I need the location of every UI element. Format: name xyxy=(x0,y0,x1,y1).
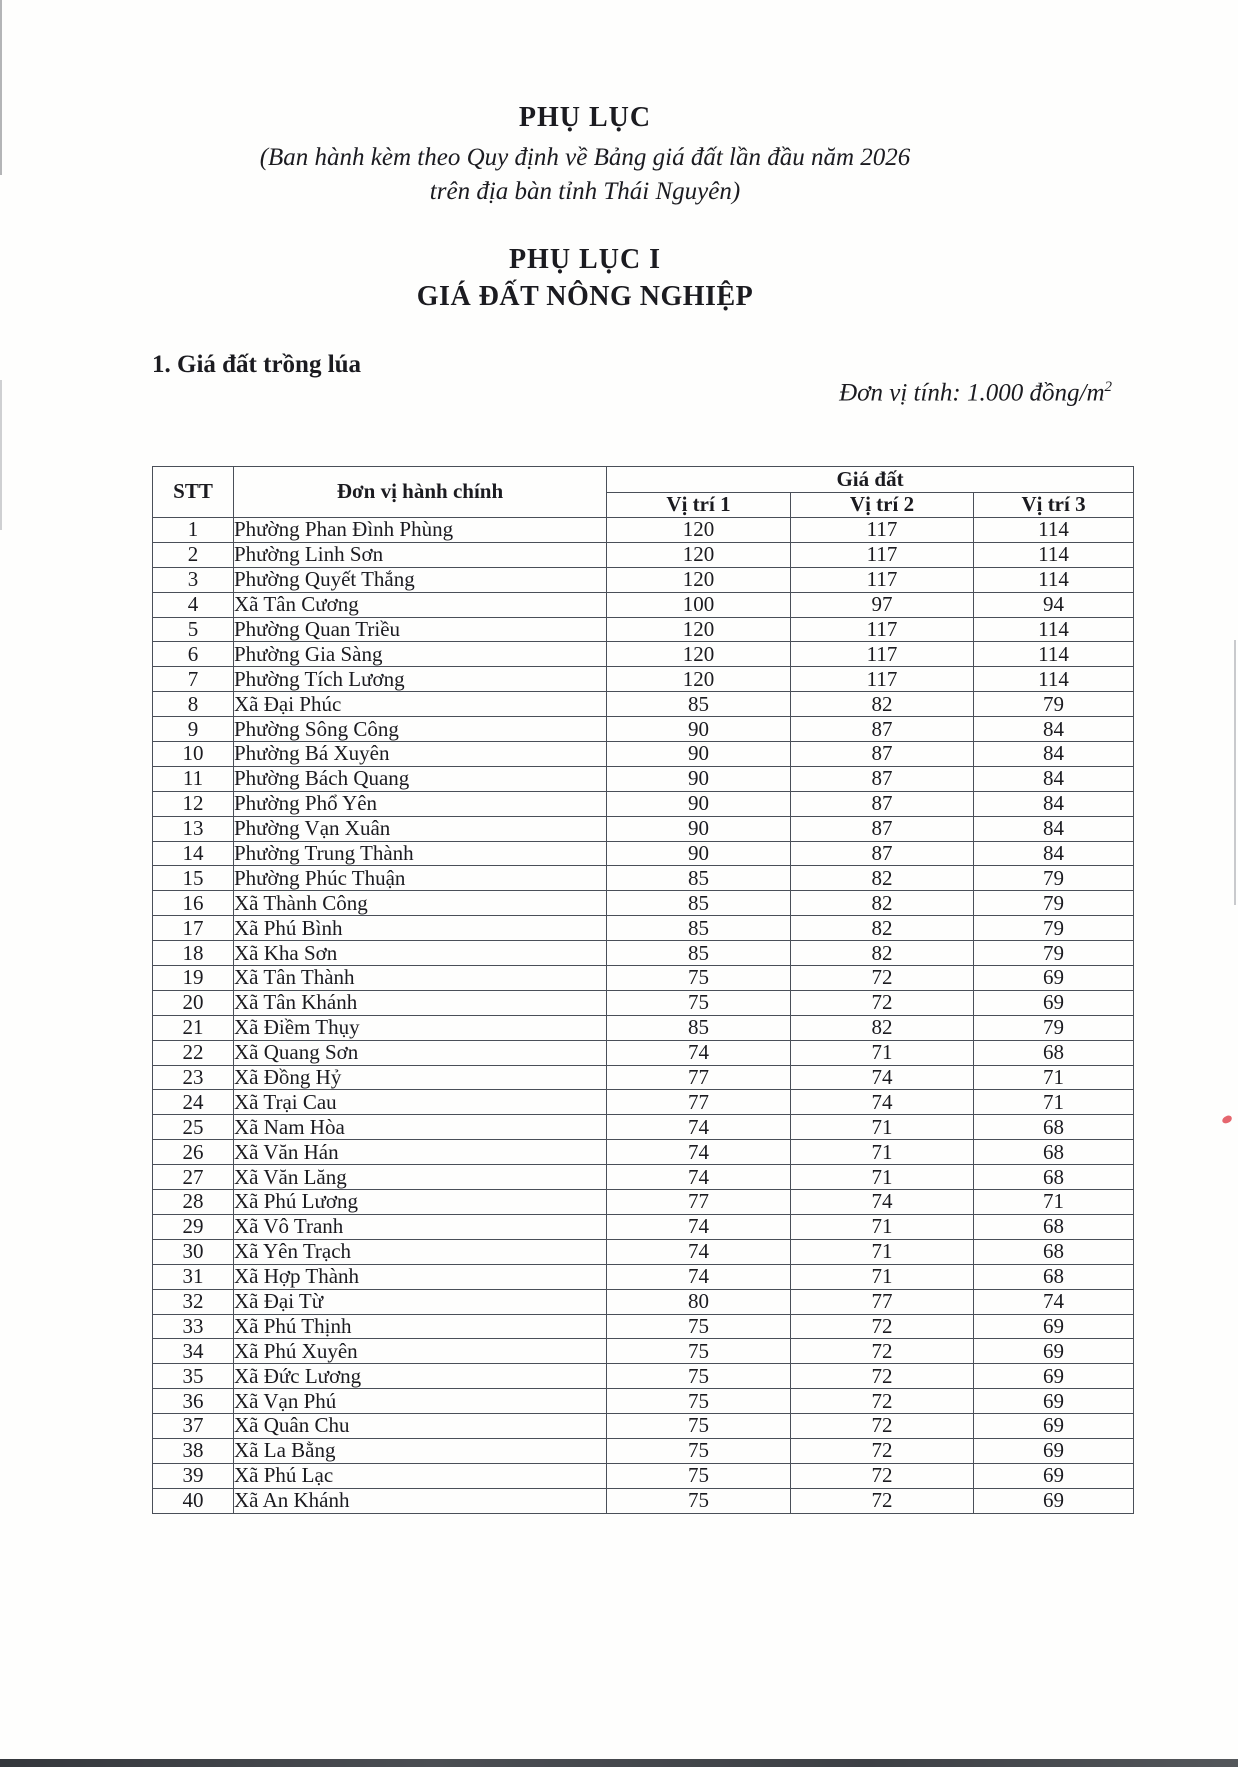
row-price-vitri3: 84 xyxy=(974,766,1134,791)
table-row xyxy=(153,941,1134,966)
row-price-vitri1: 75 xyxy=(607,1364,791,1389)
row-price-vitri1: 90 xyxy=(607,742,791,767)
row-price-vitri3: 71 xyxy=(974,1190,1134,1215)
row-price-vitri2: 71 xyxy=(791,1239,974,1264)
row-price-vitri3: 69 xyxy=(974,990,1134,1015)
table-row xyxy=(153,1438,1134,1463)
table-row xyxy=(153,1090,1134,1115)
row-admin-unit: Xã Đại Phúc xyxy=(234,692,607,717)
row-price-vitri3: 69 xyxy=(974,1339,1134,1364)
table-header xyxy=(153,467,1134,518)
row-price-vitri2: 72 xyxy=(791,1463,974,1488)
row-admin-unit: Phường Trung Thành xyxy=(234,841,607,866)
row-price-vitri1: 120 xyxy=(607,567,791,592)
table-row xyxy=(153,1015,1134,1040)
row-index: 40 xyxy=(153,1488,234,1513)
row-price-vitri1: 74 xyxy=(607,1140,791,1165)
row-admin-unit: Phường Quyết Thắng xyxy=(234,567,607,592)
row-index: 12 xyxy=(153,791,234,816)
row-index: 23 xyxy=(153,1065,234,1090)
table-row xyxy=(153,816,1134,841)
row-price-vitri1: 75 xyxy=(607,966,791,991)
table-row xyxy=(153,1165,1134,1190)
row-price-vitri2: 77 xyxy=(791,1289,974,1314)
row-price-vitri3: 114 xyxy=(974,667,1134,692)
table-row xyxy=(153,1463,1134,1488)
row-admin-unit: Phường Phúc Thuận xyxy=(234,866,607,891)
row-index: 21 xyxy=(153,1015,234,1040)
section-heading: 1. Giá đất trồng lúa xyxy=(152,351,362,378)
row-price-vitri2: 117 xyxy=(791,542,974,567)
land-price-table xyxy=(152,466,1134,1514)
appendix-subtitle: GIÁ ĐẤT NÔNG NGHIỆP xyxy=(416,281,754,312)
row-index: 35 xyxy=(153,1364,234,1389)
row-price-vitri2: 87 xyxy=(791,717,974,742)
table-row xyxy=(153,1364,1134,1389)
row-price-vitri2: 72 xyxy=(791,1339,974,1364)
row-price-vitri1: 120 xyxy=(607,617,791,642)
row-admin-unit: Phường Sông Công xyxy=(234,717,607,742)
table-row xyxy=(153,542,1134,567)
row-index: 34 xyxy=(153,1339,234,1364)
row-admin-unit: Xã Nam Hòa xyxy=(234,1115,607,1140)
row-index: 28 xyxy=(153,1190,234,1215)
table-body xyxy=(153,518,1134,1514)
row-index: 26 xyxy=(153,1140,234,1165)
row-admin-unit: Xã Tân Khánh xyxy=(234,990,607,1015)
header-price-group: Giá đất xyxy=(607,467,1134,493)
header-vitri-1: Vị trí 1 xyxy=(607,493,791,518)
row-admin-unit: Xã La Bằng xyxy=(234,1438,607,1463)
row-price-vitri1: 75 xyxy=(607,1339,791,1364)
row-price-vitri1: 120 xyxy=(607,542,791,567)
row-price-vitri3: 69 xyxy=(974,1414,1134,1439)
row-price-vitri2: 82 xyxy=(791,916,974,941)
table-row xyxy=(153,966,1134,991)
table-row xyxy=(153,990,1134,1015)
table-row xyxy=(153,1314,1134,1339)
row-index: 36 xyxy=(153,1389,234,1414)
row-index: 17 xyxy=(153,916,234,941)
row-admin-unit: Phường Tích Lương xyxy=(234,667,607,692)
row-index: 25 xyxy=(153,1115,234,1140)
table-row xyxy=(153,667,1134,692)
table-row xyxy=(153,1040,1134,1065)
document-subtitle-line2: trên địa bàn tỉnh Thái Nguyên) xyxy=(429,178,741,205)
row-price-vitri2: 82 xyxy=(791,891,974,916)
row-price-vitri3: 79 xyxy=(974,1015,1134,1040)
row-price-vitri3: 71 xyxy=(974,1090,1134,1115)
row-price-vitri3: 114 xyxy=(974,542,1134,567)
row-price-vitri2: 72 xyxy=(791,1364,974,1389)
scan-left-edge-artifact xyxy=(0,380,2,530)
row-index: 16 xyxy=(153,891,234,916)
row-price-vitri2: 72 xyxy=(791,1314,974,1339)
row-price-vitri3: 69 xyxy=(974,966,1134,991)
row-price-vitri2: 87 xyxy=(791,816,974,841)
row-price-vitri3: 79 xyxy=(974,866,1134,891)
row-index: 10 xyxy=(153,742,234,767)
row-price-vitri3: 114 xyxy=(974,567,1134,592)
row-admin-unit: Xã Phú Xuyên xyxy=(234,1339,607,1364)
row-price-vitri1: 85 xyxy=(607,692,791,717)
row-admin-unit: Phường Vạn Xuân xyxy=(234,816,607,841)
red-pen-mark xyxy=(1221,1115,1233,1125)
row-admin-unit: Xã Quang Sơn xyxy=(234,1040,607,1065)
row-price-vitri3: 79 xyxy=(974,891,1134,916)
row-price-vitri3: 74 xyxy=(974,1289,1134,1314)
row-index: 15 xyxy=(153,866,234,891)
row-price-vitri3: 114 xyxy=(974,518,1134,543)
row-index: 37 xyxy=(153,1414,234,1439)
row-price-vitri2: 74 xyxy=(791,1065,974,1090)
header-vitri-2: Vị trí 2 xyxy=(791,493,974,518)
row-price-vitri3: 79 xyxy=(974,941,1134,966)
row-admin-unit: Phường Phổ Yên xyxy=(234,791,607,816)
table-row xyxy=(153,1140,1134,1165)
row-index: 8 xyxy=(153,692,234,717)
row-price-vitri3: 68 xyxy=(974,1239,1134,1264)
row-price-vitri1: 75 xyxy=(607,1488,791,1513)
row-price-vitri1: 74 xyxy=(607,1115,791,1140)
row-index: 19 xyxy=(153,966,234,991)
row-price-vitri1: 90 xyxy=(607,841,791,866)
row-price-vitri1: 75 xyxy=(607,1463,791,1488)
row-price-vitri2: 82 xyxy=(791,1015,974,1040)
row-price-vitri2: 87 xyxy=(791,742,974,767)
row-price-vitri3: 69 xyxy=(974,1463,1134,1488)
table-row xyxy=(153,1488,1134,1513)
row-admin-unit: Xã Đại Từ xyxy=(234,1289,607,1314)
row-index: 39 xyxy=(153,1463,234,1488)
row-price-vitri2: 87 xyxy=(791,766,974,791)
table-row xyxy=(153,518,1134,543)
row-admin-unit: Phường Phan Đình Phùng xyxy=(234,518,607,543)
row-admin-unit: Xã Hợp Thành xyxy=(234,1264,607,1289)
scan-right-edge-artifact xyxy=(1234,640,1236,905)
row-price-vitri1: 90 xyxy=(607,791,791,816)
row-index: 9 xyxy=(153,717,234,742)
row-index: 32 xyxy=(153,1289,234,1314)
row-price-vitri3: 114 xyxy=(974,642,1134,667)
row-price-vitri2: 117 xyxy=(791,617,974,642)
row-price-vitri1: 75 xyxy=(607,1438,791,1463)
unit-note-superscript: 2 xyxy=(1104,379,1112,395)
row-index: 14 xyxy=(153,841,234,866)
row-price-vitri1: 120 xyxy=(607,667,791,692)
row-price-vitri1: 80 xyxy=(607,1289,791,1314)
row-admin-unit: Xã Kha Sơn xyxy=(234,941,607,966)
row-admin-unit: Xã Phú Thịnh xyxy=(234,1314,607,1339)
row-price-vitri2: 74 xyxy=(791,1190,974,1215)
table-row xyxy=(153,1239,1134,1264)
row-price-vitri2: 74 xyxy=(791,1090,974,1115)
row-admin-unit: Xã Quân Chu xyxy=(234,1414,607,1439)
row-price-vitri3: 68 xyxy=(974,1214,1134,1239)
row-price-vitri2: 72 xyxy=(791,1389,974,1414)
row-index: 29 xyxy=(153,1214,234,1239)
row-index: 3 xyxy=(153,567,234,592)
row-price-vitri2: 117 xyxy=(791,667,974,692)
row-admin-unit: Xã Đồng Hỷ xyxy=(234,1065,607,1090)
row-index: 18 xyxy=(153,941,234,966)
table-row xyxy=(153,1389,1134,1414)
row-price-vitri1: 85 xyxy=(607,866,791,891)
row-index: 20 xyxy=(153,990,234,1015)
table-row xyxy=(153,841,1134,866)
row-price-vitri2: 72 xyxy=(791,1438,974,1463)
row-price-vitri1: 77 xyxy=(607,1065,791,1090)
row-admin-unit: Xã Thành Công xyxy=(234,891,607,916)
row-price-vitri3: 94 xyxy=(974,592,1134,617)
row-price-vitri3: 79 xyxy=(974,916,1134,941)
header-stt: STT xyxy=(153,467,234,518)
row-price-vitri3: 69 xyxy=(974,1438,1134,1463)
row-price-vitri1: 74 xyxy=(607,1165,791,1190)
table-row xyxy=(153,1264,1134,1289)
row-price-vitri3: 84 xyxy=(974,841,1134,866)
table-row xyxy=(153,717,1134,742)
row-index: 4 xyxy=(153,592,234,617)
row-index: 11 xyxy=(153,766,234,791)
row-price-vitri3: 84 xyxy=(974,742,1134,767)
row-price-vitri1: 75 xyxy=(607,1389,791,1414)
row-index: 31 xyxy=(153,1264,234,1289)
row-price-vitri3: 69 xyxy=(974,1364,1134,1389)
row-index: 24 xyxy=(153,1090,234,1115)
table-row xyxy=(153,1339,1134,1364)
unit-note xyxy=(839,379,1112,407)
row-admin-unit: Xã Vạn Phú xyxy=(234,1389,607,1414)
row-index: 33 xyxy=(153,1314,234,1339)
row-price-vitri3: 68 xyxy=(974,1264,1134,1289)
row-price-vitri1: 77 xyxy=(607,1090,791,1115)
row-price-vitri2: 82 xyxy=(791,692,974,717)
unit-note-text: Đơn vị tính: 1.000 đồng/m xyxy=(839,379,1105,407)
row-admin-unit: Phường Bá Xuyên xyxy=(234,742,607,767)
row-index: 5 xyxy=(153,617,234,642)
row-price-vitri1: 85 xyxy=(607,916,791,941)
table-row xyxy=(153,766,1134,791)
row-price-vitri2: 72 xyxy=(791,1414,974,1439)
row-price-vitri2: 71 xyxy=(791,1140,974,1165)
row-price-vitri3: 71 xyxy=(974,1065,1134,1090)
table-row xyxy=(153,592,1134,617)
row-price-vitri3: 84 xyxy=(974,791,1134,816)
row-price-vitri2: 72 xyxy=(791,990,974,1015)
row-price-vitri1: 75 xyxy=(607,1414,791,1439)
row-admin-unit: Xã Vô Tranh xyxy=(234,1214,607,1239)
row-price-vitri3: 68 xyxy=(974,1040,1134,1065)
table-row xyxy=(153,791,1134,816)
header-admin-unit: Đơn vị hành chính xyxy=(234,467,607,518)
row-price-vitri3: 68 xyxy=(974,1115,1134,1140)
row-price-vitri2: 87 xyxy=(791,791,974,816)
row-price-vitri2: 117 xyxy=(791,642,974,667)
row-price-vitri1: 75 xyxy=(607,1314,791,1339)
table-row xyxy=(153,1065,1134,1090)
table-row xyxy=(153,1115,1134,1140)
row-admin-unit: Xã Văn Hán xyxy=(234,1140,607,1165)
table-row xyxy=(153,866,1134,891)
row-price-vitri1: 100 xyxy=(607,592,791,617)
row-price-vitri3: 69 xyxy=(974,1314,1134,1339)
row-admin-unit: Xã Văn Lăng xyxy=(234,1165,607,1190)
row-price-vitri2: 71 xyxy=(791,1264,974,1289)
table-row xyxy=(153,692,1134,717)
row-index: 30 xyxy=(153,1239,234,1264)
row-price-vitri2: 72 xyxy=(791,1488,974,1513)
row-admin-unit: Xã Phú Lương xyxy=(234,1190,607,1215)
document-title: PHỤ LỤC xyxy=(518,102,652,133)
table-row xyxy=(153,1190,1134,1215)
row-admin-unit: Xã Điềm Thụy xyxy=(234,1015,607,1040)
appendix-title: PHỤ LỤC I xyxy=(508,244,662,275)
row-index: 27 xyxy=(153,1165,234,1190)
row-index: 7 xyxy=(153,667,234,692)
row-price-vitri2: 71 xyxy=(791,1115,974,1140)
table-row xyxy=(153,916,1134,941)
table-row xyxy=(153,617,1134,642)
row-price-vitri2: 72 xyxy=(791,966,974,991)
row-price-vitri3: 79 xyxy=(974,692,1134,717)
row-index: 1 xyxy=(153,518,234,543)
table-row xyxy=(153,742,1134,767)
row-price-vitri1: 74 xyxy=(607,1040,791,1065)
row-price-vitri3: 69 xyxy=(974,1488,1134,1513)
row-admin-unit: Phường Gia Sàng xyxy=(234,642,607,667)
row-price-vitri3: 69 xyxy=(974,1389,1134,1414)
row-index: 13 xyxy=(153,816,234,841)
row-price-vitri2: 71 xyxy=(791,1214,974,1239)
row-price-vitri2: 82 xyxy=(791,866,974,891)
row-price-vitri1: 85 xyxy=(607,891,791,916)
scan-left-edge-artifact xyxy=(0,0,2,175)
row-price-vitri2: 71 xyxy=(791,1040,974,1065)
row-admin-unit: Xã Đức Lương xyxy=(234,1364,607,1389)
row-admin-unit: Xã Tân Cương xyxy=(234,592,607,617)
row-price-vitri1: 74 xyxy=(607,1264,791,1289)
row-price-vitri1: 75 xyxy=(607,990,791,1015)
row-price-vitri1: 74 xyxy=(607,1239,791,1264)
row-admin-unit: Xã An Khánh xyxy=(234,1488,607,1513)
row-price-vitri2: 82 xyxy=(791,941,974,966)
row-price-vitri1: 90 xyxy=(607,766,791,791)
table-row xyxy=(153,642,1134,667)
row-price-vitri3: 84 xyxy=(974,816,1134,841)
table-row xyxy=(153,1289,1134,1314)
row-price-vitri3: 114 xyxy=(974,617,1134,642)
row-price-vitri3: 68 xyxy=(974,1140,1134,1165)
row-price-vitri1: 120 xyxy=(607,518,791,543)
row-admin-unit: Phường Bách Quang xyxy=(234,766,607,791)
row-price-vitri2: 117 xyxy=(791,518,974,543)
row-price-vitri1: 90 xyxy=(607,717,791,742)
row-price-vitri1: 120 xyxy=(607,642,791,667)
row-index: 2 xyxy=(153,542,234,567)
row-index: 22 xyxy=(153,1040,234,1065)
row-index: 6 xyxy=(153,642,234,667)
document-subtitle-line1: (Ban hành kèm theo Quy định về Bảng giá đất lần đầu năm 2026 xyxy=(259,144,911,171)
row-admin-unit: Xã Yên Trạch xyxy=(234,1239,607,1264)
row-price-vitri1: 85 xyxy=(607,1015,791,1040)
row-price-vitri1: 74 xyxy=(607,1214,791,1239)
row-admin-unit: Xã Tân Thành xyxy=(234,966,607,991)
row-admin-unit: Phường Linh Sơn xyxy=(234,542,607,567)
row-price-vitri2: 87 xyxy=(791,841,974,866)
row-price-vitri3: 84 xyxy=(974,717,1134,742)
row-admin-unit: Xã Trại Cau xyxy=(234,1090,607,1115)
row-price-vitri1: 77 xyxy=(607,1190,791,1215)
row-price-vitri1: 85 xyxy=(607,941,791,966)
row-price-vitri2: 117 xyxy=(791,567,974,592)
row-price-vitri1: 90 xyxy=(607,816,791,841)
table-row xyxy=(153,1414,1134,1439)
row-price-vitri2: 71 xyxy=(791,1165,974,1190)
header-vitri-3: Vị trí 3 xyxy=(974,493,1134,518)
row-admin-unit: Xã Phú Bình xyxy=(234,916,607,941)
row-admin-unit: Phường Quan Triều xyxy=(234,617,607,642)
scan-bottom-edge-artifact xyxy=(0,1759,1238,1767)
table-row xyxy=(153,1214,1134,1239)
row-price-vitri3: 68 xyxy=(974,1165,1134,1190)
row-admin-unit: Xã Phú Lạc xyxy=(234,1463,607,1488)
table-row xyxy=(153,891,1134,916)
row-index: 38 xyxy=(153,1438,234,1463)
row-price-vitri2: 97 xyxy=(791,592,974,617)
table-row xyxy=(153,567,1134,592)
